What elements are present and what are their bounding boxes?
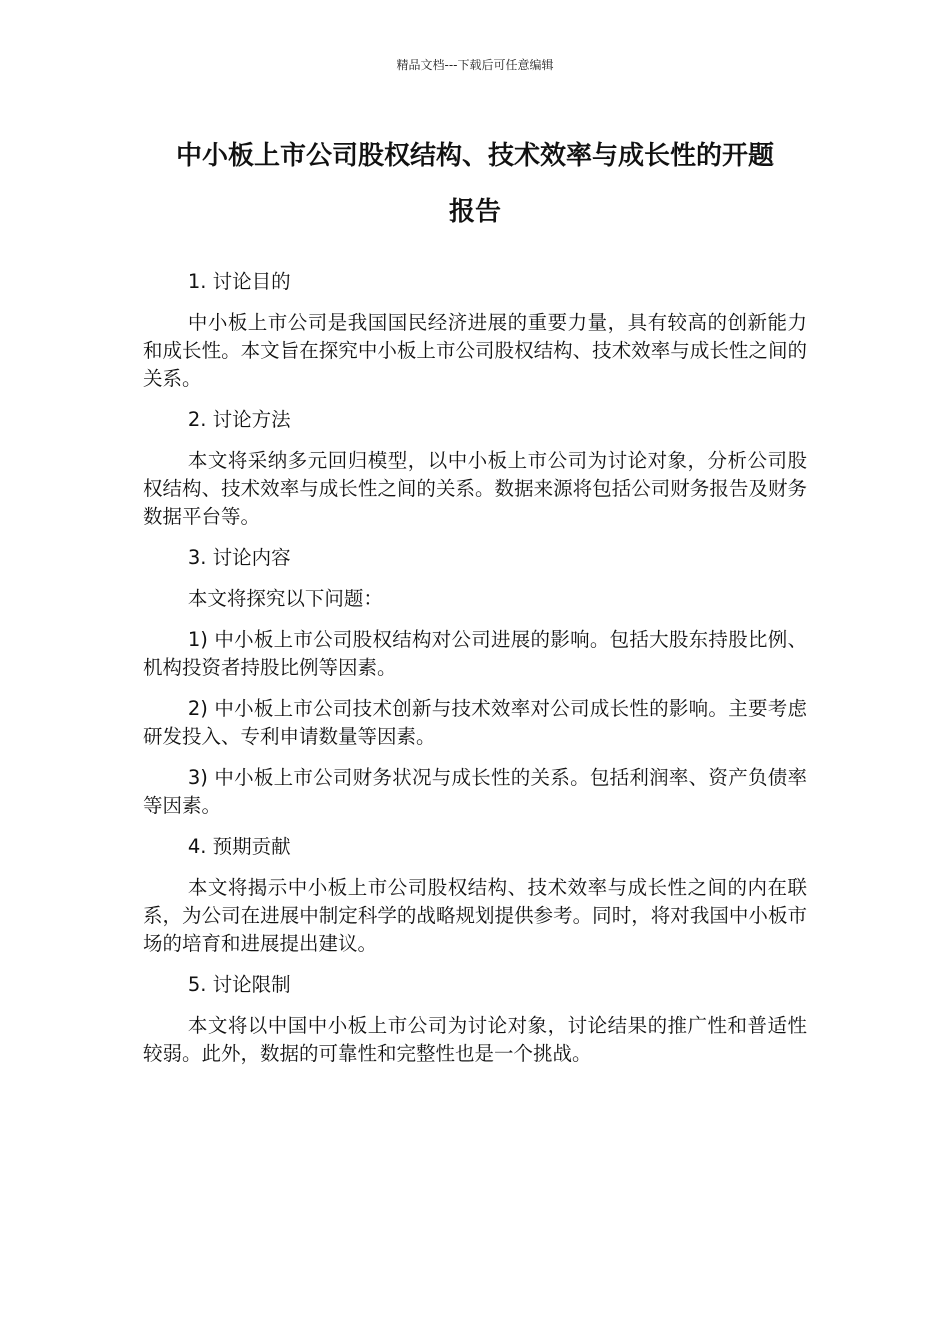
paragraph-contribution: 本文将揭示中小板上市公司股权结构、技术效率与成长性之间的内在联系，为公司在进展中制定科学的战略规划提供参考。同时，将对我国中小板市场的培育和进展提出建议。 — [143, 876, 807, 955]
section-heading-content: 3. 讨论内容 — [187, 546, 291, 569]
document-body — [143, 268, 807, 1081]
title-line-2: 报告 — [448, 197, 501, 227]
section-heading-method: 2. 讨论方法 — [187, 408, 291, 431]
section-heading-purpose: 1. 讨论目的 — [187, 270, 291, 293]
paragraph-content-intro: 本文将探究以下问题： — [187, 587, 383, 610]
list-item-3: 3) 中小板上市公司财务状况与成长性的关系。包括利润率、资产负债率等因素。 — [143, 766, 807, 817]
paragraph-method: 本文将采纳多元回归模型，以中小板上市公司为讨论对象，分析公司股权结构、技术效率与成长性之间的关系。数据来源将包括公司财务报告及财务数据平台等。 — [143, 449, 807, 528]
paragraph-purpose: 中小板上市公司是我国国民经济进展的重要力量，具有较高的创新能力和成长性。本文旨在探究中小板上市公司股权结构、技术效率与成长性之间的关系。 — [143, 311, 807, 390]
section-heading-contribution: 4. 预期贡献 — [187, 835, 291, 858]
header-note: 精品文档---下载后可任意编辑 — [396, 58, 554, 72]
title-line-1: 中小板上市公司股权结构、技术效率与成长性的开题 — [175, 141, 774, 171]
list-item-1: 1) 中小板上市公司股权结构对公司进展的影响。包括大股东持股比例、机构投资者持股比例等因素。 — [143, 628, 807, 679]
document-title — [130, 128, 820, 240]
section-heading-limitations: 5. 讨论限制 — [187, 973, 291, 996]
paragraph-limitations: 本文将以中国中小板上市公司为讨论对象，讨论结果的推广性和普适性较弱。此外，数据的可靠性和完整性也是一个挑战。 — [143, 1014, 807, 1065]
list-item-2: 2) 中小板上市公司技术创新与技术效率对公司成长性的影响。主要考虑研发投入、专利申请数量等因素。 — [143, 697, 807, 748]
